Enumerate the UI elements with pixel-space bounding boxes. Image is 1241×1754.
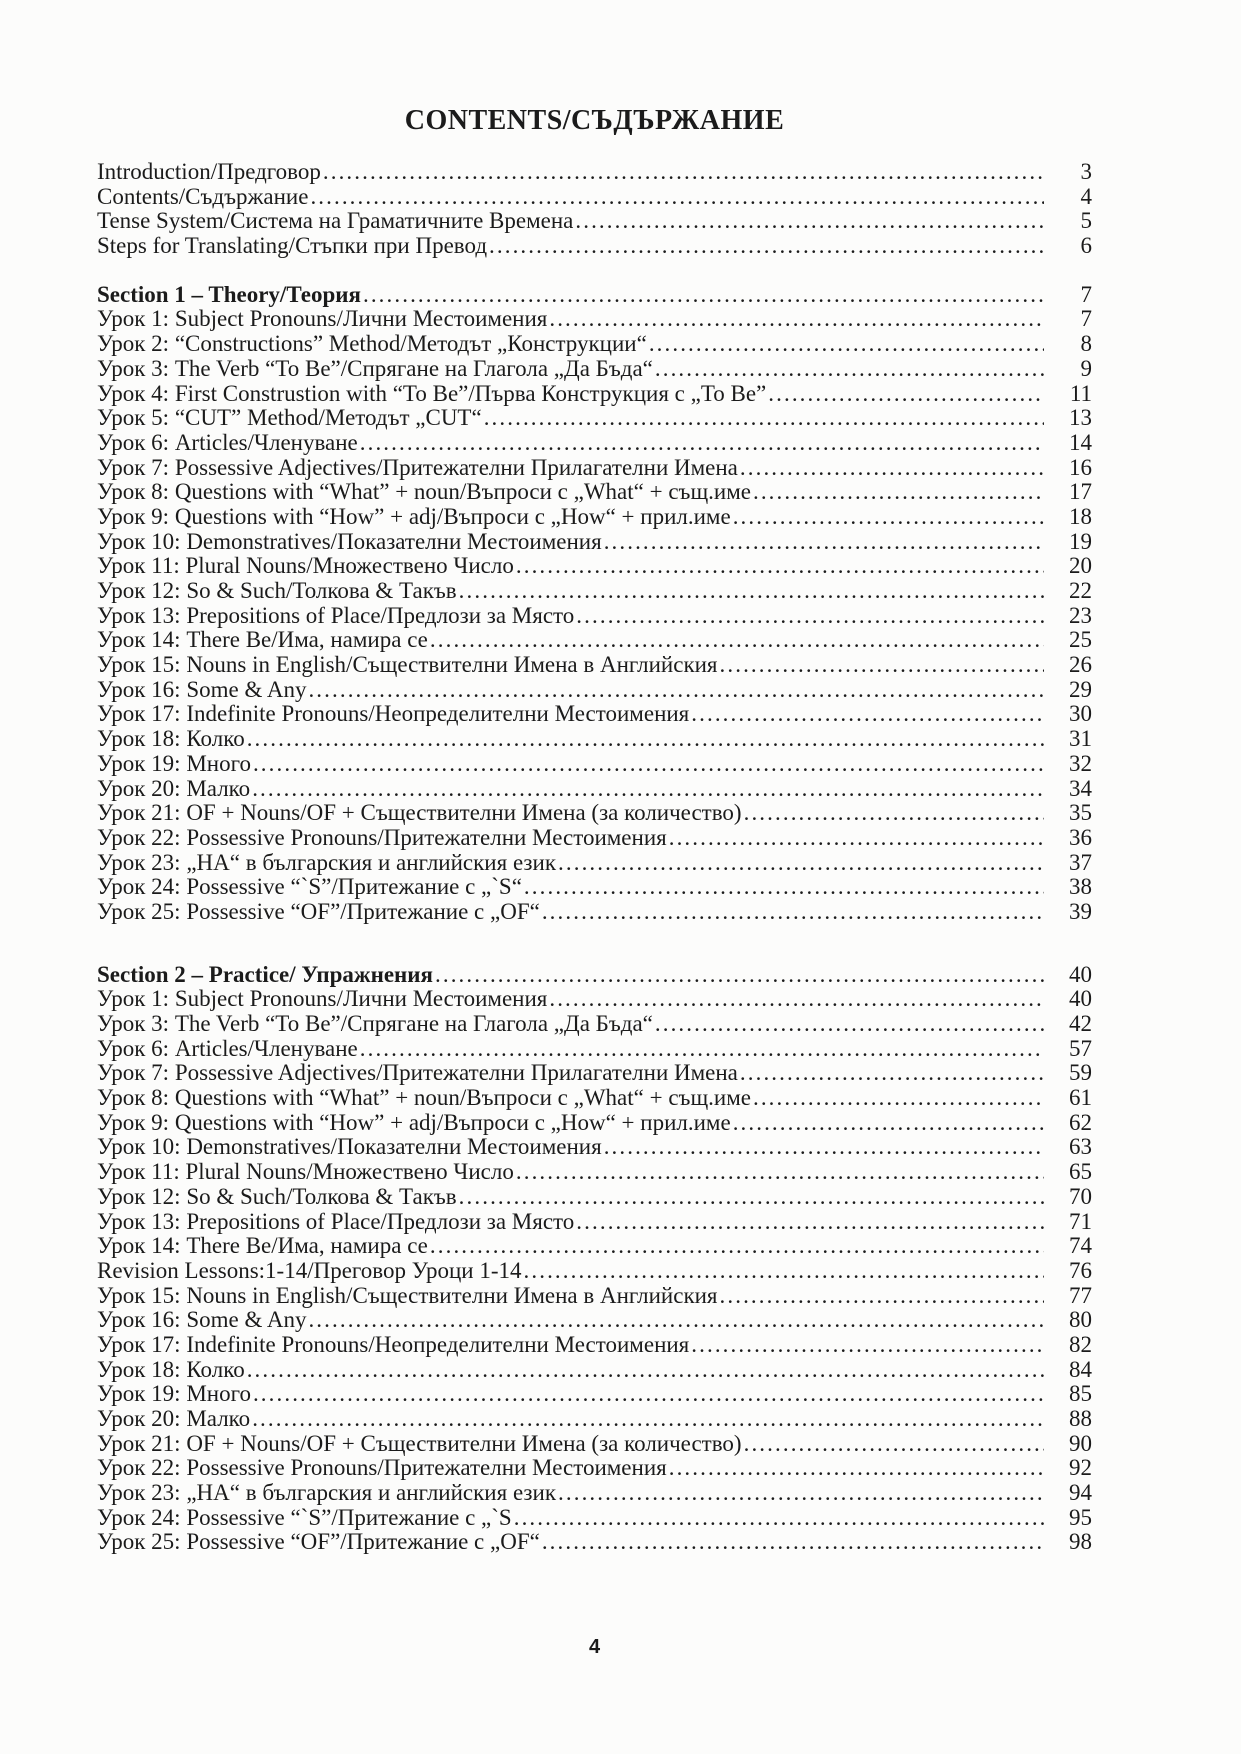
toc-entry-page: 29 xyxy=(1069,676,1092,702)
toc-entry-page: 14 xyxy=(1069,429,1092,455)
dot-leader xyxy=(549,987,1044,1012)
toc-entry xyxy=(97,801,1092,826)
dot-leader xyxy=(253,1382,1044,1407)
dot-leader xyxy=(430,1234,1044,1259)
toc-entry-page: 62 xyxy=(1069,1109,1092,1135)
section-header-label: Section 1 – Theory/Теория xyxy=(97,281,361,307)
toc-entry-page: 9 xyxy=(1080,355,1092,381)
toc-entry-page: 40 xyxy=(1069,986,1092,1012)
toc-entry-page: 22 xyxy=(1069,578,1092,603)
toc-entry-label: Steps for Translating/Стъпки при Превод xyxy=(97,233,488,259)
toc-entry-page: 7 xyxy=(1080,306,1092,332)
section-1-block xyxy=(97,283,1092,925)
toc-entry-page: 35 xyxy=(1069,800,1092,826)
dot-leader xyxy=(308,1308,1044,1333)
dot-leader xyxy=(524,1259,1044,1284)
toc-entry-page: 95 xyxy=(1069,1504,1092,1530)
toc-entry-label: Урок 2: “Constructions” Method/Методът „Конструкции“ xyxy=(97,331,647,357)
toc-entry xyxy=(97,604,1092,629)
toc-entry-page: 23 xyxy=(1069,602,1092,628)
toc-entry-label: Урок 19: Много xyxy=(97,1381,251,1407)
dot-leader xyxy=(484,406,1044,431)
toc-entry-label: Урок 23: „НА“ в българския и английския език xyxy=(97,849,557,875)
toc-entry-label: Contents/Съдържание xyxy=(97,183,309,209)
toc-entry xyxy=(97,1185,1092,1210)
toc-entry-label: Урок 24: Possessive “`S”/Притежание с „`S xyxy=(97,1504,512,1530)
dot-leader xyxy=(733,505,1044,530)
toc-entry-page: 37 xyxy=(1069,849,1092,875)
toc-entry-page: 4 xyxy=(1080,183,1092,209)
toc-entry-label: Урок 12: So & Such/Толкова & Такъв xyxy=(97,1183,457,1209)
dot-leader xyxy=(669,1456,1044,1481)
toc-entry-page: 65 xyxy=(1069,1159,1092,1185)
toc-entry xyxy=(97,1530,1092,1555)
toc-entry xyxy=(97,1160,1092,1185)
toc-entry xyxy=(97,777,1092,802)
section-header xyxy=(97,963,1092,988)
toc-entry-page: 11 xyxy=(1069,380,1092,406)
toc-entry-label: Урок 16: Some & Any xyxy=(97,676,307,702)
dot-leader xyxy=(720,653,1044,678)
dot-leader xyxy=(524,875,1044,900)
toc-entry-page: 6 xyxy=(1080,233,1092,259)
toc-entry xyxy=(97,1481,1092,1506)
dot-leader xyxy=(542,1530,1044,1555)
toc-entry-page: 19 xyxy=(1069,528,1092,554)
toc-entry-page: 32 xyxy=(1069,750,1092,776)
toc-entry-label: Урок 13: Prepositions of Place/Предлози за Място xyxy=(97,1208,575,1234)
toc-entry xyxy=(97,1037,1092,1062)
dot-leader xyxy=(459,579,1044,604)
toc-entry-page: 71 xyxy=(1069,1208,1092,1234)
toc-entry-page: 25 xyxy=(1069,627,1092,653)
toc-entry xyxy=(97,1111,1092,1136)
dot-leader xyxy=(604,1135,1044,1160)
toc-entry-page: 82 xyxy=(1069,1331,1092,1357)
toc-entry-page: 38 xyxy=(1069,874,1092,900)
toc-entry-label: Урок 14: There Be/Има, намира се xyxy=(97,627,428,653)
toc-entry-page: 76 xyxy=(1069,1257,1092,1283)
toc-entry-label: Tense System/Система на Граматичните Времена xyxy=(97,208,574,234)
toc-entry xyxy=(97,1012,1092,1037)
toc-entry xyxy=(97,505,1092,530)
toc-entry-label: Урок 15: Nouns in English/Съществителни Имена в Английския xyxy=(97,652,718,678)
toc-entry-page: 90 xyxy=(1069,1430,1092,1456)
front-matter-list xyxy=(97,160,1092,259)
toc-entry-label: Урок 24: Possessive “`S”/Притежание с „`S“ xyxy=(97,874,522,900)
toc-entry-page: 13 xyxy=(1069,405,1092,431)
dot-leader xyxy=(753,480,1044,505)
toc-entry xyxy=(97,875,1092,900)
dot-leader xyxy=(575,209,1044,234)
toc-entry xyxy=(97,406,1092,431)
dot-leader xyxy=(753,1086,1044,1111)
dot-leader xyxy=(740,456,1044,481)
toc-entry-page: 84 xyxy=(1069,1356,1092,1382)
section-header-page: 7 xyxy=(1080,281,1092,307)
toc-entry-label: Урок 15: Nouns in English/Съществителни Имена в Английския xyxy=(97,1282,718,1308)
dot-leader xyxy=(691,702,1044,727)
toc-entry-page: 8 xyxy=(1080,331,1092,357)
toc-entry xyxy=(97,554,1092,579)
toc-entry-page: 63 xyxy=(1069,1134,1092,1160)
toc-entry-page: 85 xyxy=(1069,1381,1092,1407)
toc-entry-label: Урок 9: Questions with “How” + adj/Въпроси с „How“ + прил.име xyxy=(97,1109,731,1135)
section-header xyxy=(97,283,1092,308)
toc-entry xyxy=(97,702,1092,727)
toc-entry-label: Урок 6: Articles/Членуване xyxy=(97,1035,358,1061)
toc-entry-page: 77 xyxy=(1069,1282,1092,1308)
toc-entry-page: 3 xyxy=(1080,159,1092,184)
toc-entry-label: Урок 20: Малко xyxy=(97,1406,251,1431)
toc-entry xyxy=(97,900,1092,925)
dot-leader xyxy=(516,554,1044,579)
section-header-label: Section 2 – Practice/ Упражнения xyxy=(97,961,433,987)
page-title: CONTENTS/СЪДЪРЖАНИЕ xyxy=(404,105,785,136)
toc-entry-page: 31 xyxy=(1069,726,1092,752)
toc-entry-label: Урок 21: OF + Nouns/OF + Съществителни Имена (за количество) xyxy=(97,1430,742,1456)
dot-leader xyxy=(247,727,1044,752)
toc-entry xyxy=(97,678,1092,703)
dot-leader xyxy=(558,1481,1044,1506)
toc-entry-label: Урок 22: Possessive Pronouns/Притежателни Местоимения xyxy=(97,1455,667,1481)
toc-entry-label: Урок 6: Articles/Членуване xyxy=(97,429,358,455)
toc-entry-label: Introduction/Предговор xyxy=(97,159,321,184)
toc-entry-label: Урок 23: „НА“ в българския и английския език xyxy=(97,1480,557,1506)
toc-entry xyxy=(97,160,1092,185)
toc-entry xyxy=(97,332,1092,357)
toc-page xyxy=(97,104,1092,1555)
toc-entry-page: 30 xyxy=(1069,701,1092,727)
toc-entry xyxy=(97,185,1092,210)
toc-entry-label: Урок 5: “CUT” Method/Методът „CUT“ xyxy=(97,405,482,431)
dot-leader xyxy=(649,332,1044,357)
toc-entry xyxy=(97,1407,1092,1432)
toc-entry xyxy=(97,851,1092,876)
toc-entry xyxy=(97,987,1092,1012)
dot-leader xyxy=(733,1111,1044,1136)
toc-entry xyxy=(97,1308,1092,1333)
toc-entry-page: 94 xyxy=(1069,1480,1092,1506)
dot-leader xyxy=(549,307,1044,332)
toc-entry-label: Урок 22: Possessive Pronouns/Притежателни Местоимения xyxy=(97,824,667,850)
toc-entry-label: Урок 11: Plural Nouns/Множествено Число xyxy=(97,553,514,579)
dot-leader xyxy=(744,801,1044,826)
toc-entry-page: 98 xyxy=(1069,1529,1092,1555)
toc-entry-page: 80 xyxy=(1069,1307,1092,1333)
toc-entry xyxy=(97,628,1092,653)
dot-leader xyxy=(323,160,1044,185)
toc-entry-page: 34 xyxy=(1069,775,1092,801)
toc-entry-label: Урок 14: There Be/Има, намира се xyxy=(97,1233,428,1259)
toc-entry-page: 74 xyxy=(1069,1233,1092,1259)
toc-entry-page: 26 xyxy=(1069,652,1092,678)
dot-leader xyxy=(576,1210,1044,1235)
toc-entry xyxy=(97,480,1092,505)
dot-leader xyxy=(459,1185,1044,1210)
toc-entry-page: 36 xyxy=(1069,824,1092,850)
dot-leader xyxy=(360,431,1044,456)
toc-entry-label: Урок 7: Possessive Adjectives/Притежателни Прилагателни Имена xyxy=(97,1060,738,1086)
toc-entry-page: 18 xyxy=(1069,503,1092,529)
toc-entry-label: Урок 20: Малко xyxy=(97,775,251,801)
page-number: 4 xyxy=(588,1636,601,1658)
toc-entry-label: Урок 3: The Verb “To Be”/Спрягане на Глагола „Да Бъда“ xyxy=(97,355,653,381)
dot-leader xyxy=(252,777,1044,802)
toc-entry xyxy=(97,1234,1092,1259)
dot-leader xyxy=(363,283,1044,308)
dot-leader xyxy=(768,382,1044,407)
toc-entry xyxy=(97,1432,1092,1457)
toc-entry-label: Урок 17: Indefinite Pronouns/Неопределителни Местоимения xyxy=(97,701,690,727)
dot-leader xyxy=(489,234,1044,259)
toc-entry-page: 59 xyxy=(1069,1060,1092,1086)
section-2-block xyxy=(97,963,1092,1556)
dot-leader xyxy=(604,530,1044,555)
toc-entry xyxy=(97,727,1092,752)
toc-entry xyxy=(97,1284,1092,1309)
toc-entry-label: Урок 18: Колко xyxy=(97,726,245,752)
dot-leader xyxy=(516,1160,1044,1185)
dot-leader xyxy=(558,851,1044,876)
toc-entry-label: Урок 10: Demonstratives/Показателни Местоимения xyxy=(97,1134,602,1160)
dot-leader xyxy=(360,1037,1044,1062)
toc-entry xyxy=(97,653,1092,678)
toc-entry xyxy=(97,431,1092,456)
toc-entry xyxy=(97,307,1092,332)
toc-entry-label: Урок 8: Questions with “What” + noun/Въпроси с „What“ + същ.име xyxy=(97,1085,751,1111)
dot-leader xyxy=(720,1284,1044,1309)
dot-leader xyxy=(247,1358,1044,1383)
toc-entry-label: Урок 17: Indefinite Pronouns/Неопределителни Местоимения xyxy=(97,1331,690,1357)
dot-leader xyxy=(655,357,1044,382)
toc-entry-label: Урок 11: Plural Nouns/Множествено Число xyxy=(97,1159,514,1185)
dot-leader xyxy=(435,963,1044,988)
toc-entry-label: Урок 12: So & Such/Толкова & Такъв xyxy=(97,578,457,603)
toc-entry-page: 57 xyxy=(1069,1035,1092,1061)
toc-entry xyxy=(97,456,1092,481)
dot-leader xyxy=(252,1407,1044,1432)
toc-entry xyxy=(97,1382,1092,1407)
toc-entry-page: 5 xyxy=(1080,208,1092,234)
toc-entry xyxy=(97,752,1092,777)
toc-entry-page: 42 xyxy=(1069,1011,1092,1036)
toc-entry-label: Урок 1: Subject Pronouns/Лични Местоимения xyxy=(97,306,548,332)
dot-leader xyxy=(514,1506,1044,1531)
toc-entry-page: 20 xyxy=(1069,553,1092,579)
toc-entry-label: Урок 1: Subject Pronouns/Лични Местоимения xyxy=(97,986,548,1012)
toc-entry xyxy=(97,234,1092,259)
toc-entry-label: Урок 3: The Verb “To Be”/Спрягане на Глагола „Да Бъда“ xyxy=(97,1011,653,1036)
dot-leader xyxy=(430,628,1044,653)
toc-entry-label: Урок 13: Prepositions of Place/Предлози за Място xyxy=(97,602,575,628)
toc-entry xyxy=(97,1135,1092,1160)
toc-entry-label: Урок 21: OF + Nouns/OF + Съществителни Имена (за количество) xyxy=(97,800,742,826)
toc-entry-label: Урок 25: Possessive “OF”/Притежание с „OF“ xyxy=(97,1529,540,1555)
toc-entry xyxy=(97,530,1092,555)
dot-leader xyxy=(542,900,1044,925)
section-header-page: 40 xyxy=(1069,961,1092,987)
dot-leader xyxy=(655,1012,1044,1037)
toc-entry-label: Урок 25: Possessive “OF”/Притежание с „OF“ xyxy=(97,898,540,924)
toc-entry-label: Урок 16: Some & Any xyxy=(97,1307,307,1333)
dot-leader xyxy=(310,185,1044,210)
toc-entry xyxy=(97,1259,1092,1284)
toc-entry-label: Урок 9: Questions with “How” + adj/Въпроси с „How“ + прил.име xyxy=(97,503,731,529)
toc-entry xyxy=(97,1333,1092,1358)
toc-entry-page: 70 xyxy=(1069,1183,1092,1209)
toc-entry-label: Revision Lessons:1-14/Преговор Уроци 1-14 xyxy=(97,1257,522,1283)
toc-entry xyxy=(97,1061,1092,1086)
toc-entry xyxy=(97,579,1092,604)
toc-entry-label: Урок 8: Questions with “What” + noun/Въпроси с „What“ + същ.име xyxy=(97,479,751,505)
toc-entry-label: Урок 7: Possessive Adjectives/Притежателни Прилагателни Имена xyxy=(97,454,738,480)
toc-entry-label: Урок 19: Много xyxy=(97,750,251,776)
dot-leader xyxy=(308,678,1044,703)
toc-entry-page: 88 xyxy=(1069,1406,1092,1431)
toc-entry xyxy=(97,826,1092,851)
dot-leader xyxy=(253,752,1044,777)
toc-entry-page: 39 xyxy=(1069,898,1092,924)
toc-entry xyxy=(97,382,1092,407)
dot-leader xyxy=(691,1333,1044,1358)
toc-entry-label: Урок 10: Demonstratives/Показателни Местоимения xyxy=(97,528,602,554)
toc-entry xyxy=(97,1210,1092,1235)
toc-entry-label: Урок 4: First Construstion with “To Be”/Първа Конструкция с „To Be” xyxy=(97,380,767,406)
toc-entry-label: Урок 18: Колко xyxy=(97,1356,245,1382)
toc-entry-page: 17 xyxy=(1069,479,1092,505)
toc-entry xyxy=(97,1358,1092,1383)
dot-leader xyxy=(740,1061,1044,1086)
toc-entry xyxy=(97,1086,1092,1111)
dot-leader xyxy=(744,1432,1044,1457)
dot-leader xyxy=(576,604,1044,629)
toc-entry xyxy=(97,209,1092,234)
toc-entry-page: 61 xyxy=(1069,1085,1092,1111)
toc-entry xyxy=(97,357,1092,382)
toc-entry xyxy=(97,1456,1092,1481)
toc-entry-page: 92 xyxy=(1069,1455,1092,1481)
toc-entry xyxy=(97,1506,1092,1531)
dot-leader xyxy=(669,826,1044,851)
toc-entry-page: 16 xyxy=(1069,454,1092,480)
